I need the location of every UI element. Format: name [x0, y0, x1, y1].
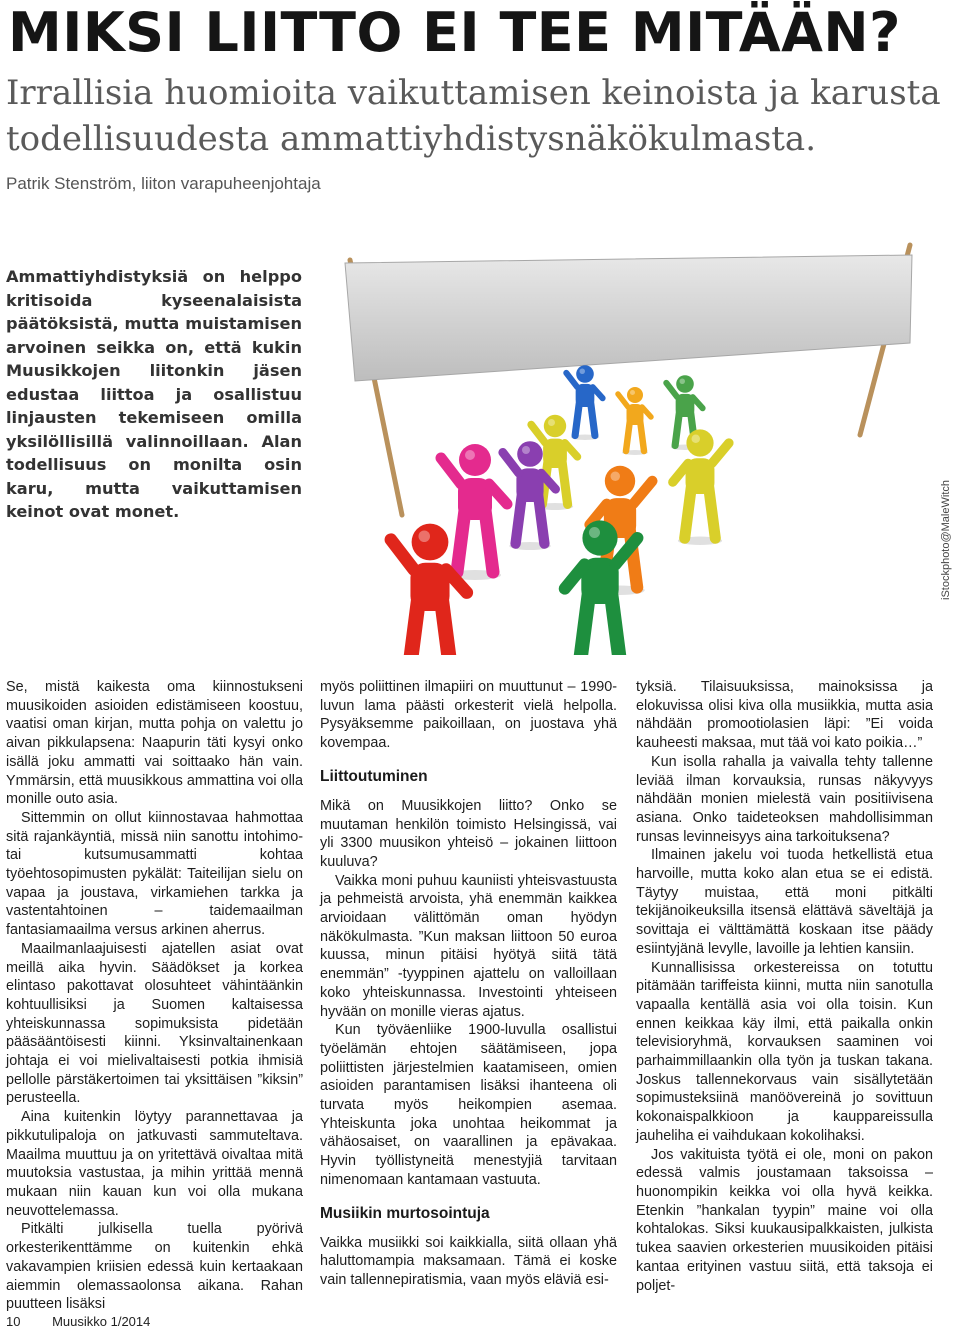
byline: Patrik Stenström, liiton varapuheenjohtaja: [6, 174, 321, 193]
figure-group: [391, 365, 729, 655]
paragraph: Vaikka musiikki soi kaikkialla, siitä ollaan yhä haluttomampia maksamaan. Tämä ei koske vain tallennepiratismia, vaan myös eläviä esi-: [320, 1234, 617, 1288]
blank-banner: [345, 255, 912, 381]
paragraph: Ilmainen jakelu voi tuoda hetkellistä etua harvoille, mutta koko alan etua se ei edistä. Täytyy muistaa, että moni pitkälti tekijänoikeuksilla itsensä elättävä säveltäjä ja sovittaja ei välttämättä koskaan itse päädy esiintyjänä levylle, lavoille ja lehtien kansiin.: [636, 847, 933, 957]
section-heading: Musiikin murtosointuja: [320, 1204, 490, 1222]
article-title: MIKSI LIITTO EI TEE MITÄÄN?: [8, 1, 901, 64]
paragraph: Maailmanlaajuisesti ajatellen asiat ovat meillä aika hyvin. Säädökset ja korkea elintaso pakottavat olosuhteet vähintäänkin kohtuullisiksi ja Suomen kaltaisessa yhteiskunnassa sopimuksista pidetään pääsääntöisesti kiinni. Yksinvaltainenkaan johtaja ei voi mielivaltaisesti potkia ihmisiä pellolle pärstäkertoimen tai yksittäisen ”kiksin” perusteella.: [6, 940, 303, 1107]
page-footer: [6, 1314, 150, 1329]
photo-credit: iStockphoto@MaleWitch: [940, 480, 952, 600]
magazine-issue: Muusikko 1/2014: [52, 1314, 151, 1329]
paragraph: Mikä on Muusikkojen liitto? Onko se muutaman henkilön toimisto Helsingissä, vai yli 3300 muusikon yhteisö – jokainen liittoon kuuluva?: [320, 797, 617, 870]
body-column-3: [636, 678, 933, 1295]
paragraph: Sittemmin on ollut kiinnostavaa hahmottaa sitä rajankäyntiä, missä niin sanottu intohimo- tai kutsumusammatti kohtaa työehtosopimusten pykälät: Taiteilijan sielu on vapaa ja joustava, virkamiehen tarkka ja vastentahtoinen – taidemaailman fantasiamaailma versus arkinen aherrus.: [6, 809, 303, 939]
body-column-2: [320, 678, 617, 1290]
protest-figures-illustration: [300, 225, 940, 655]
section-heading: Liittoutuminen: [320, 767, 428, 785]
body-column-1: [6, 678, 303, 1314]
page-number: 10: [6, 1314, 21, 1329]
clay-figure: [566, 365, 602, 440]
paragraph: Aina kuitenkin löytyy parannettavaa ja pikkutulipaloja on jatkuvasti sammuteltava. Maailma muuttuu ja on yritettävä oivaltaa mitä muutoksia vastustaa, ja mihin yrittää mennä mukaan niin kauan kun voi olla mukana neuvottelemassa.: [6, 1109, 303, 1219]
paragraph: Se, mistä kaikesta oma kiinnostukseni muusikoiden asioiden edistämiseen koostuu, vaatisi oman kirjan, mutta pohja on valettu jo aivan pikkulapsena: Naapurin täti kysyi onko isällä joku ammatti vai soittaako hän vain. Ymmärsin, että muusikkous ammattina voi olla monille outo asia.: [6, 679, 303, 808]
lead-paragraph: Ammattiyhdistyksiä on helppo kritisoida kyseenalaisista päätöksistä, mutta muistamisen arvoinen seikka on, että kukin Muusikkojen liitonkin jäsen edustaa liittoa ja osallistuu linjausten tekemiseen omilla yksilöllisillä valinnoillaan. Alan todellisuus on monilta osin karu, mutta vaikuttamisen keinot ovat monet.: [6, 267, 302, 521]
paragraph: Kun isolla rahalla ja vaivalla tehty tallenne leviää ilman korvauksia, runsas näkyvyys nähdään monien mielestä vain positiivisena asiana. Onko taideteoksen mahdollisimman runsas levinneisyys aina tarkoituksena?: [636, 753, 933, 845]
article-subtitle: Irrallisia huomioita vaikuttamisen keinoista ja karusta todellisuudesta ammattiyhdistysnäkökulmasta.: [6, 73, 941, 159]
paragraph: Kun työväenliike 1900-luvulla osallistui työelämän ehtojen säätämiseen, jopa poliittisten järjestelmien kaatamiseen, omien asioiden parantamisen lisäksi ihanteena oli turvata myös heikompien asemaa. Yhteiskunta joka unohtaa heikommat ja vähäosaiset, on vaarallinen ja epävakaa. Hyvin työllistyneitä menestyjiä tarvitaan nimenomaan kantamaan vastuuta.: [320, 1022, 617, 1188]
paragraph: myös poliittinen ilmapiiri on muuttunut – 1990-luvun lama päästi orkesterit vielä helpolla. Pysyäksemme paikoillaan, on juostava yhä kovempaa.: [320, 679, 617, 752]
paragraph: Jos vakituista työtä ei ole, moni on pakon edessä valmis joustamaan taksoissa – huonompikin keikka voi olla hyvä keikka. Etenkin ”hankalan tyypin” maine voi olla kohtalokas. Siksi kuukausipalkkaisten, julkista tukea saavien orkesterien muusikoiden pitäisi kantaa erityinen vastuu siitä, että taksoja ei poljet-: [636, 1146, 933, 1294]
paragraph: tyksiä. Tilaisuuksissa, mainoksissa ja elokuvissa olisi kiva olla musiikkia, mutta asia nähdään promootiolasien läpi: ”Ei voida kauheesti maksaa, mut tää voi kato poikia…”: [636, 679, 933, 752]
clay-figure: [618, 387, 651, 455]
clay-figure: [441, 444, 507, 580]
paragraph: Pitkälti julkisella tuella pyörivä orkesterikenttämme on kuitenkin ehkä vakavampien kriisien edessä kuin kertaakaan aiemmin olemassaolonsa aikana. Rahan puutteen lisäksi: [6, 1221, 303, 1313]
paragraph: Vaikka moni puhuu kauniisti yhteisvastuusta ja pehmeistä arvoista, yhä enemmän kaikkea arvioidaan välittömän oman hyödyn näkökulmasta. ”Kun maksan liittoon 50 euroa kuussa, minun pitäisi hyötyä siitä tätä enemmän” -tyyppinen ajattelu on valloillaan koko yhteiskunnassa. Investointi yhteiseen hyvään on monille vieras ajatus.: [320, 872, 617, 1020]
paragraph: Kunnallisissa orkestereissa on totuttu pitämään tariffeista kiinni, mutta niin sanotulla vapaalla kentällä asia voi olla toisin. Kun ennen keikkaa käy ilmi, että paikalla onkin televisioryhmä, korvauksen saaminen voi parhaimmillaankin olla työn ja tuskan takana. Joskus tallennekorvaus vain sisällytetään sopimusteksiinä manöövereinä jo sovittuun kokonaispalkkioon ja kauppareissulla jauheliha ei vaihdukaan kokolihaksi.: [636, 959, 933, 1144]
